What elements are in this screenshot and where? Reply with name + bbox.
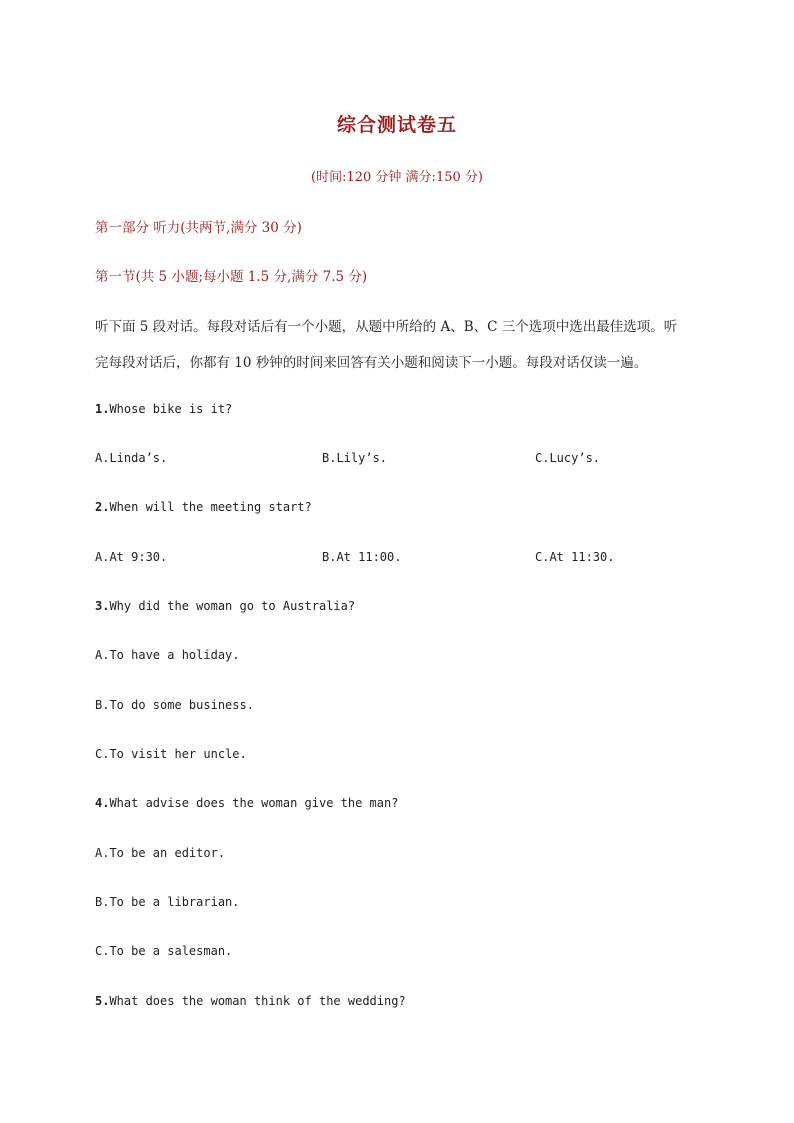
- question-text: What advise does the woman give the man?: [109, 796, 399, 810]
- q3-option-b: B.To do some business.: [95, 698, 254, 712]
- q2-option-a: A.At 9:30.: [95, 550, 168, 564]
- q1-option-a: A.Linda’s.: [95, 451, 168, 465]
- instructions-line-1: 听下面 5 段对话。每段对话后有一个小题，从题中所给的 A、B、C 三个选项中选出最佳选项。听: [95, 319, 678, 335]
- question-text: When will the meeting start?: [109, 500, 312, 514]
- q4-option-b: B.To be a librarian.: [95, 895, 240, 909]
- question-1: [95, 402, 232, 416]
- q3-option-c: C.To visit her uncle.: [95, 747, 247, 761]
- q2-option-c: C.At 11:30.: [535, 550, 615, 564]
- q1-option-b: B.Lily’s.: [322, 451, 388, 465]
- q1-option-c: C.Lucy’s.: [535, 451, 601, 465]
- question-number: 3.: [95, 599, 110, 613]
- exam-time-score: (时间:120 分钟 满分:150 分): [311, 170, 483, 185]
- question-2: [95, 500, 312, 514]
- question-text: Why did the woman go to Australia?: [109, 599, 356, 613]
- q3-option-a: A.To have a holiday.: [95, 648, 240, 662]
- q4-option-c: C.To be a salesman.: [95, 944, 233, 958]
- part-heading: 第一部分 听力(共两节,满分 30 分): [95, 220, 302, 236]
- instructions-line-2: 完每段对话后，你都有 10 秒钟的时间来回答有关小题和阅读下一小题。每段对话仅读一遍。: [95, 355, 648, 371]
- q4-option-a: A.To be an editor.: [95, 846, 226, 860]
- q2-option-b: B.At 11:00.: [322, 550, 402, 564]
- question-number: 1.: [95, 402, 110, 416]
- question-4: [95, 796, 398, 810]
- question-text: Whose bike is it?: [109, 402, 233, 416]
- question-text: What does the woman think of the wedding?: [109, 994, 406, 1008]
- page-title: 综合测试卷五: [336, 114, 457, 136]
- question-number: 5.: [95, 994, 110, 1008]
- question-5: [95, 994, 406, 1008]
- section-heading: 第一节(共 5 小题;每小题 1.5 分,满分 7.5 分): [95, 269, 368, 285]
- question-number: 4.: [95, 796, 110, 810]
- question-number: 2.: [95, 500, 110, 514]
- question-3: [95, 599, 355, 613]
